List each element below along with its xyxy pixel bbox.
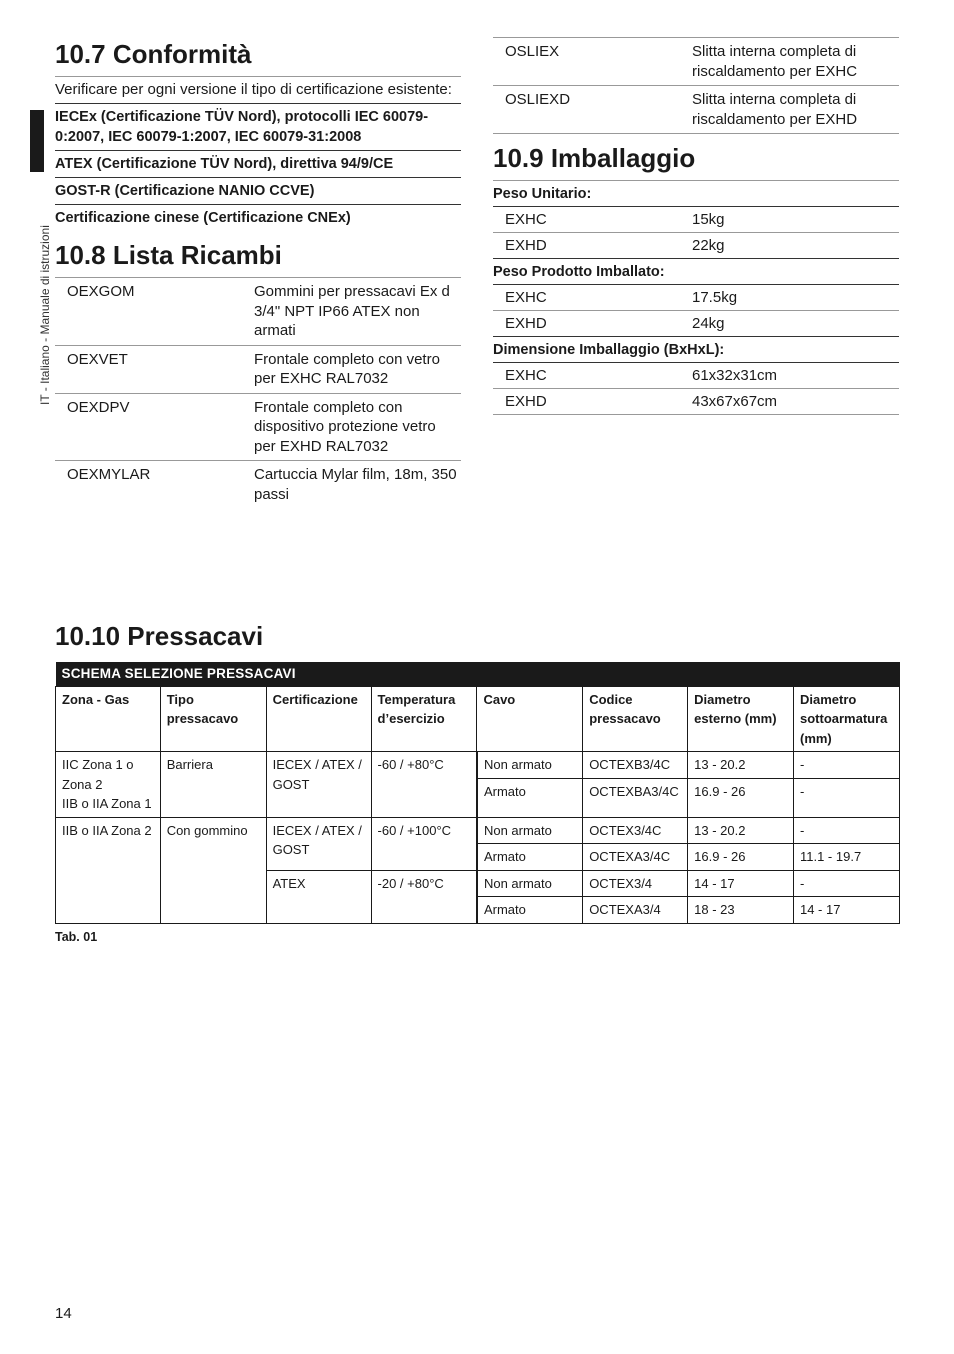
codice-cell: OCTEXA3/4C — [583, 844, 688, 871]
cavo-cell: Armato — [477, 897, 583, 924]
part-code: OEXDPV — [55, 393, 242, 461]
codice-cell: OCTEXA3/4 — [583, 897, 688, 924]
zona-cell: IIB o IIA Zona 2 — [56, 817, 161, 923]
sotto-cell: - — [793, 778, 899, 817]
zona-cell: IIC Zona 1 o Zona 2 IIB o IIA Zona 1 — [56, 752, 161, 818]
column-header: Codice pressacavo — [583, 686, 688, 752]
cable-gland-table — [55, 662, 900, 924]
column-header: Zona - Gas — [56, 686, 161, 752]
codice-cell: OCTEX3/4C — [583, 817, 688, 844]
value: 15kg — [692, 211, 725, 228]
table-label: Tab. 01 — [55, 930, 98, 944]
table-row — [56, 817, 900, 844]
column-header: Temperatura d’esercizio — [371, 686, 477, 752]
table-row — [493, 86, 899, 134]
part-desc: Gommini per pressacavi Ex d 3/4" NPT IP66 ATEX non armati — [242, 278, 461, 345]
table-row — [55, 345, 461, 393]
cavo-cell: Non armato — [477, 870, 583, 897]
value: 61x32x31cm — [692, 367, 778, 384]
packaging-row — [493, 389, 899, 415]
part-code: OEXMYLAR — [67, 466, 151, 483]
side-tab-marker — [30, 110, 44, 172]
value: 24kg — [692, 315, 725, 332]
cavo-cell: Armato — [477, 778, 583, 817]
spare-parts-table — [55, 278, 461, 508]
section-pressacavi — [55, 618, 900, 924]
tipo-cell: Con gommino — [160, 817, 266, 923]
packaging-row — [493, 207, 899, 233]
packaging-row — [493, 285, 899, 311]
sotto-cell: - — [793, 752, 899, 779]
part-code: OEXGOM — [55, 278, 242, 345]
temp-cell: -60 / +100°C — [371, 817, 477, 870]
sotto-cell: 14 - 17 — [793, 897, 899, 924]
column-header: Tipo pressacavo — [160, 686, 266, 752]
cavo-cell: Non armato — [477, 752, 583, 779]
temp-cell: -20 / +80°C — [371, 870, 477, 923]
codice-cell: OCTEXB3/4C — [583, 752, 688, 779]
packaging-group-head: Dimensione Imballaggio (BxHxL): — [493, 337, 899, 363]
sotto-cell: 11.1 - 19.7 — [793, 844, 899, 871]
cert-cell: IECEX / ATEX / GOST — [266, 752, 371, 818]
column-header: Diametro esterno (mm) — [688, 686, 794, 752]
sotto-cell: - — [793, 817, 899, 844]
cavo-cell: Armato — [477, 844, 583, 871]
part-desc: Slitta interna completa di riscaldamento per EXHD — [680, 86, 899, 134]
est-cell: 16.9 - 26 — [688, 844, 794, 871]
est-cell: 14 - 17 — [688, 870, 794, 897]
temp-cell: -60 / +80°C — [371, 752, 477, 818]
section-title-imballaggio: 10.9 Imballaggio — [493, 140, 899, 181]
codice-cell: OCTEXBA3/4C — [583, 778, 688, 817]
column-header: Certificazione — [266, 686, 371, 752]
est-cell: 18 - 23 — [688, 897, 794, 924]
table-row — [55, 393, 461, 461]
spare-parts-table-cont — [493, 37, 899, 134]
cert-item: IECEx (Certificazione TÜV Nord), protocolli IEC 60079-0:2007, IEC 60079-1:2007, IEC 60079-31:2008 — [55, 104, 461, 151]
table-caption: SCHEMA SELEZIONE PRESSACAVI — [56, 662, 900, 686]
cert-cell: ATEX — [266, 870, 371, 923]
cavo-cell: Non armato — [477, 817, 583, 844]
packaging-group-head: Peso Unitario: — [493, 181, 899, 207]
conformita-intro: Verificare per ogni versione il tipo di certificazione esistente: — [55, 77, 461, 104]
packaging-row — [493, 233, 899, 259]
packaging-group-head: Peso Prodotto Imballato: — [493, 259, 899, 285]
cert-item: GOST-R (Certificazione NANIO CCVE) — [55, 178, 461, 205]
model: EXHC — [505, 211, 547, 228]
column-header: Diametro sottoarmatura (mm) — [793, 686, 899, 752]
value: 17.5kg — [692, 289, 738, 306]
part-code: OSLIEXD — [493, 86, 680, 134]
table-row — [56, 752, 900, 779]
section-title-pressacavi: 10.10 Pressacavi — [55, 621, 264, 651]
value: 22kg — [692, 237, 725, 254]
table-row — [55, 278, 461, 345]
section-title-ricambi: 10.8 Lista Ricambi — [55, 237, 461, 278]
table-header-row — [56, 686, 900, 752]
column-header: Cavo — [477, 686, 583, 752]
sotto-cell: - — [793, 870, 899, 897]
value: 43x67x67cm — [692, 393, 778, 410]
model: EXHC — [505, 289, 547, 306]
side-label: IT - Italiano - Manuale di istruzioni — [38, 225, 52, 405]
part-code: OSLIEX — [493, 38, 680, 86]
page-number: 14 — [55, 1305, 72, 1322]
left-column — [55, 36, 461, 508]
tipo-cell: Barriera — [160, 752, 266, 818]
packaging-row — [493, 363, 899, 389]
packaging-row — [493, 311, 899, 337]
model: EXHD — [505, 237, 547, 254]
codice-cell: OCTEX3/4 — [583, 870, 688, 897]
est-cell: 13 - 20.2 — [688, 817, 794, 844]
table-row — [493, 38, 899, 86]
table-row — [55, 461, 461, 509]
est-cell: 13 - 20.2 — [688, 752, 794, 779]
cert-item: ATEX (Certificazione TÜV Nord), direttiva 94/9/CE — [55, 151, 461, 178]
part-desc: Frontale completo con vetro per EXHC RAL7032 — [242, 345, 461, 393]
cert-cell: IECEX / ATEX / GOST — [266, 817, 371, 870]
est-cell: 16.9 - 26 — [688, 778, 794, 817]
part-desc: Cartuccia Mylar film, 18m, 350 passi — [254, 466, 457, 503]
part-desc: Slitta interna completa di riscaldamento per EXHC — [680, 38, 899, 86]
part-code: OEXVET — [55, 345, 242, 393]
section-title-conformita: 10.7 Conformità — [55, 36, 461, 77]
right-column — [493, 37, 899, 415]
model: EXHD — [505, 315, 547, 332]
cert-item: Certificazione cinese (Certificazione CNEx) — [55, 210, 351, 226]
part-desc: Frontale completo con dispositivo protezione vetro per EXHD RAL7032 — [242, 393, 461, 461]
model: EXHD — [505, 393, 547, 410]
model: EXHC — [505, 367, 547, 384]
